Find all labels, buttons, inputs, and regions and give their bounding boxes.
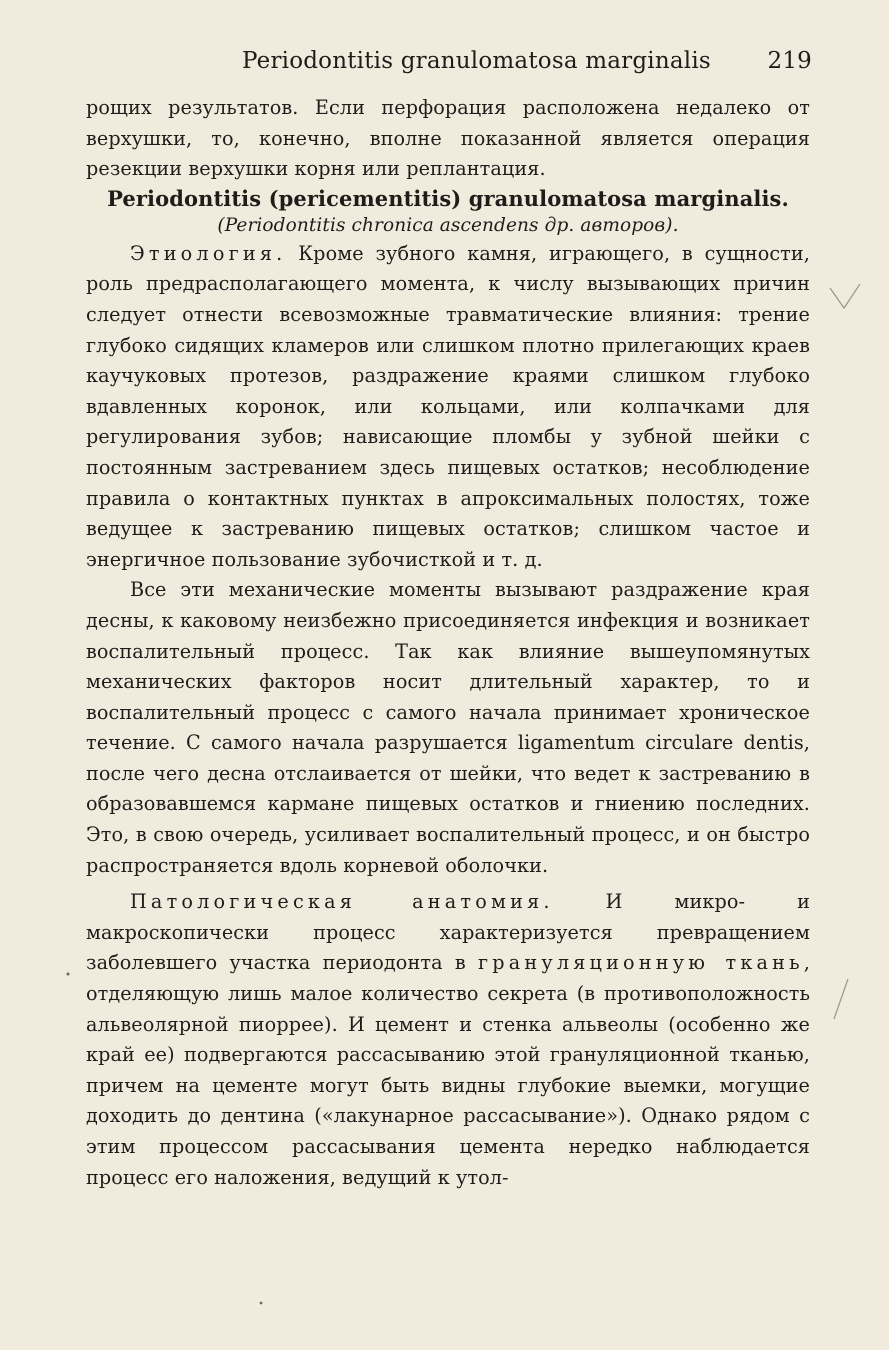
section-subheading: (Periodontitis chronica ascendens др. авторов).: [217, 214, 679, 236]
intro-paragraph: рощих результатов. Если перфорация расположена недалеко от верхушки, то, конечно, вполне показанной является операция резекции верхушки корня или реплантация.: [86, 96, 810, 181]
mechanics-paragraph: Все эти механические моменты вызывают раздражение края десны, к каковому неизбежно присоединяется инфекция и возникает воспалительный процесс. Так как влияние вышеупомянутых механических факторов носит длительный характер, то и воспалительный процесс с самого начала принимает хроническое течение. С самого начала разрушается ligamentum circulare dentis, после чего десна отслаивается от шейки, что ведет к застреванию в образовавшемся кармане пищевых остатков и гниению последних. Это, в свою очередь, усиливает воспалительный процесс, и он быстро распространяется вдоль корневой оболочки.: [86, 578, 810, 877]
bottom-dot: [257, 1299, 265, 1307]
running-header: [232, 40, 812, 80]
pathology-spaced-term: грануляционную ткань: [477, 951, 804, 975]
margin-pencil-mark: [826, 280, 866, 330]
running-title: Periodontitis granulomatosa marginalis: [242, 48, 711, 74]
etiology-text: Кроме зубного камня, играющего, в сущности, роль предрасполагающего момента, к числу вызывающих причин следует отнести всевозможные травматические влияния: трение глубоко сидящих кламеров или слишком плотно прилегающих краев каучуковых протезов, раздражение краями слишком глубоко вдавленных коронок, или кольцами, или колпачками для регулирования зубов; нависающие пломбы у зубной шейки с постоянным застреванием здесь пищевых остатков; несоблюдение правила о контактных пунктах в апроксимальных полостях, тоже ведущее к застреванию пищевых остатков; слишком частое и энергичное пользование зубочисткой и т. д.: [86, 241, 810, 571]
margin-dot: [64, 970, 72, 978]
pathology-paragraph: [86, 887, 810, 1193]
etiology-label: Этиология.: [130, 241, 287, 265]
pathology-text-after: , отделяющую лишь малое количество секрета (в противоположность альвеолярной пиоррее). И цемент и стенка альвеолы (особенно же край ее) подвергаются рассасыванию этой грануляционной тканью, причем на цементе могут быть видны глубокие выемки, могущие доходить до дентина («лакунарное рассасывание»). Однако рядом с этим процессом рассасывания цемента нередко наблюдается процесс его наложения, ведущий к утол-: [86, 951, 810, 1189]
section-heading: Periodontitis (pericementitis) granulomatosa marginalis.: [107, 185, 789, 211]
page-number: 219: [767, 48, 812, 74]
margin-pencil-stroke: [826, 975, 856, 1025]
pathology-text-before: И микро- и макроскопически процесс характеризуется превращением заболевшего участка периодонта в: [86, 890, 810, 975]
page-body: [86, 93, 810, 1193]
pathology-label: Патологическая анатомия.: [130, 890, 554, 914]
etiology-paragraph: [86, 239, 810, 576]
